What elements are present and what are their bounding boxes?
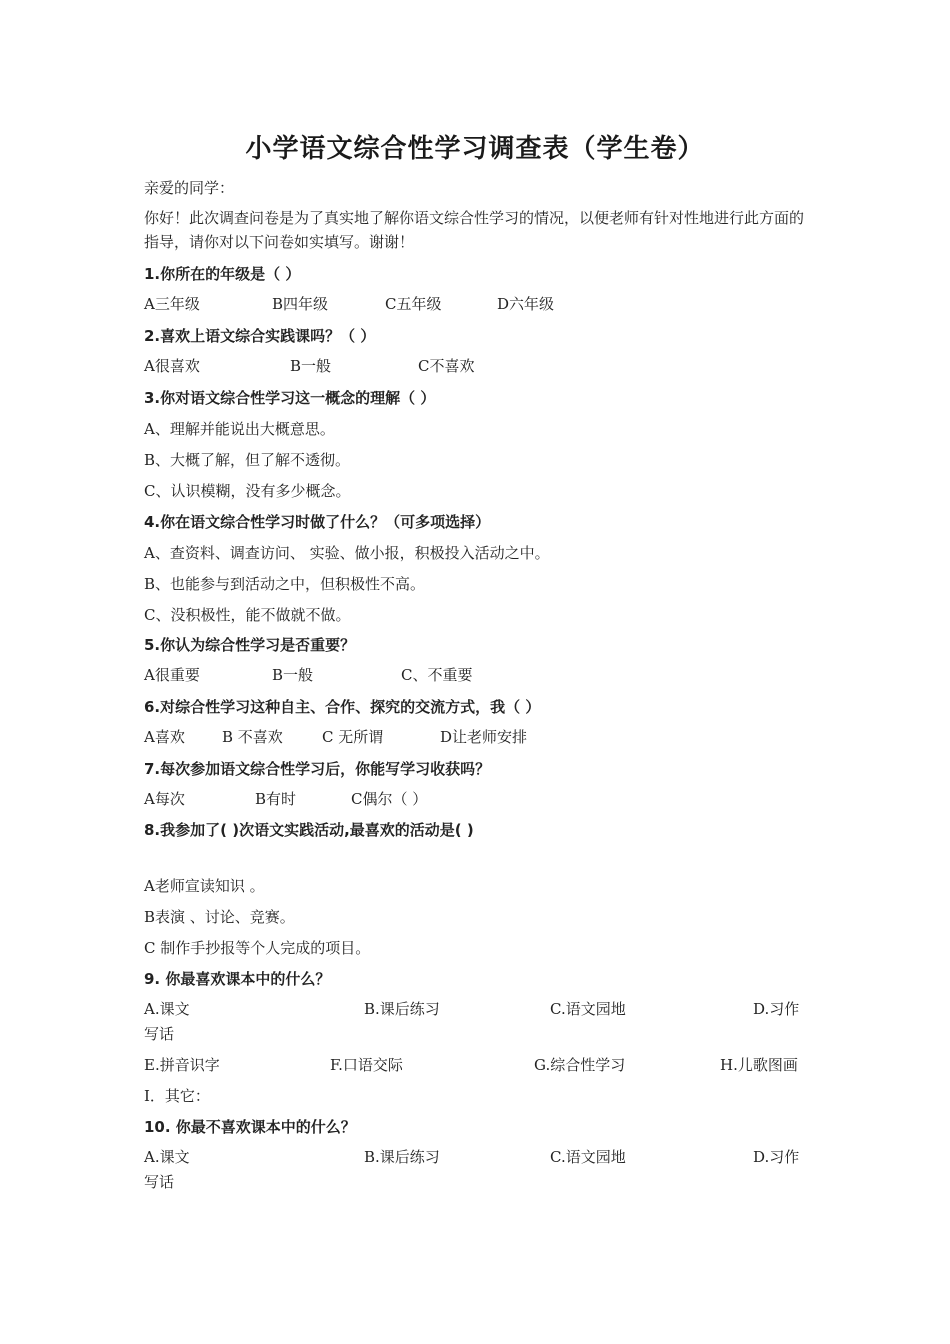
q10-option-b[interactable]: B.课后练习 (364, 1148, 440, 1166)
q10-option-c[interactable]: C.语文园地 (550, 1148, 626, 1166)
question-3: 3.你对语文综合性学习这一概念的理解（ ） (144, 389, 436, 407)
q9-option-f[interactable]: F.口语交际 (330, 1056, 403, 1074)
page-title: 小学语文综合性学习调查表（学生卷） (245, 134, 705, 164)
q9-option-h[interactable]: H.儿歌图画 (720, 1056, 798, 1074)
q10-option-a[interactable]: A.课文 (144, 1148, 190, 1166)
q5-option-c[interactable]: C、不重要 (401, 666, 473, 684)
q9-option-a[interactable]: A.课文 (144, 1000, 190, 1018)
q4-option-b[interactable]: B、也能参与到活动之中，但积极性不高。 (144, 575, 426, 593)
q10-option-d-continued: 写话 (144, 1173, 175, 1191)
q6-option-b[interactable]: B 不喜欢 (222, 728, 283, 746)
q1-option-c[interactable]: C五年级 (385, 295, 442, 313)
intro-paragraph: 你好！此次调查问卷是为了真实地了解你语文综合性学习的情况，以便老师有针对性地进行此方面的指导，请你对以下问卷如实填写。谢谢！ (144, 209, 805, 251)
q10-option-d[interactable]: D.习作 (753, 1148, 800, 1166)
question-7: 7.每次参加语文综合性学习后，你能写学习收获吗？ (144, 760, 491, 778)
q6-option-c[interactable]: C 无所谓 (322, 728, 384, 746)
q1-option-d[interactable]: D六年级 (497, 295, 555, 313)
q3-option-b[interactable]: B、大概了解，但了解不透彻。 (144, 451, 351, 469)
q9-option-g[interactable]: G.综合性学习 (534, 1056, 626, 1074)
q6-option-d[interactable]: D让老师安排 (440, 728, 528, 746)
question-2: 2.喜欢上语文综合实践课吗？（ ） (144, 327, 376, 345)
q7-option-a[interactable]: A每次 (144, 790, 185, 808)
q9-option-e[interactable]: E.拼音识字 (144, 1056, 220, 1074)
greeting: 亲爱的同学： (144, 179, 235, 197)
q7-option-b[interactable]: B有时 (255, 790, 297, 808)
q3-option-c[interactable]: C、认识模糊，没有多少概念。 (144, 482, 351, 500)
q4-option-c[interactable]: C、没积极性，能不做就不做。 (144, 606, 351, 624)
q8-option-a[interactable]: A老师宣读知识 。 (144, 877, 265, 895)
question-5: 5.你认为综合性学习是否重要？ (144, 636, 356, 654)
q9-option-d-continued: 写话 (144, 1025, 175, 1043)
q3-option-a[interactable]: A、理解并能说出大概意思。 (144, 420, 335, 438)
q1-option-b[interactable]: B四年级 (272, 295, 329, 313)
q2-option-a[interactable]: A很喜欢 (144, 357, 200, 375)
q7-option-c[interactable]: C偶尔（ ） (351, 790, 428, 808)
question-10: 10. 你最不喜欢课本中的什么？ (144, 1118, 356, 1136)
q9-option-i[interactable]: I．其它： (144, 1087, 210, 1105)
q2-option-c[interactable]: C不喜欢 (418, 357, 475, 375)
q9-option-d[interactable]: D.习作 (753, 1000, 800, 1018)
q9-option-b[interactable]: B.课后练习 (364, 1000, 440, 1018)
q5-option-b[interactable]: B一般 (272, 666, 314, 684)
q4-option-a[interactable]: A、查资料、调查访问、 实验、做小报，积极投入活动之中。 (144, 544, 550, 562)
question-9: 9. 你最喜欢课本中的什么？ (144, 970, 331, 988)
q1-option-a[interactable]: A三年级 (144, 295, 200, 313)
q6-option-a[interactable]: A喜欢 (144, 728, 185, 746)
q8-option-b[interactable]: B表演 、讨论、竞赛。 (144, 908, 295, 926)
q9-option-c[interactable]: C.语文园地 (550, 1000, 626, 1018)
q5-option-a[interactable]: A很重要 (144, 666, 200, 684)
q2-option-b[interactable]: B一般 (290, 357, 332, 375)
question-4: 4.你在语文综合性学习时做了什么？（可多项选择） (144, 513, 491, 531)
question-6: 6.对综合性学习这种自主、合作、探究的交流方式，我（ ） (144, 698, 541, 716)
question-8: 8.我参加了( )次语文实践活动,最喜欢的活动是( ) (144, 821, 474, 839)
q8-option-c[interactable]: C 制作手抄报等个人完成的项目。 (144, 939, 371, 957)
question-1: 1.你所在的年级是（ ） (144, 265, 301, 283)
